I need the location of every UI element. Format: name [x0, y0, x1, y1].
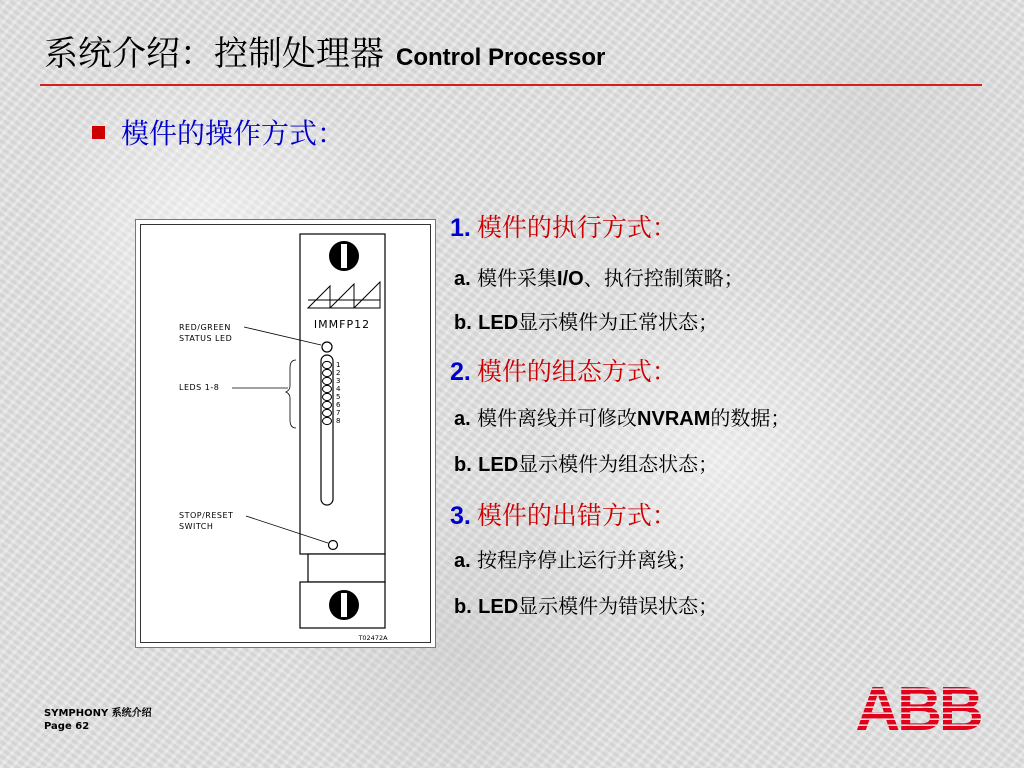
module-name-label: IMMFP12 — [313, 318, 371, 331]
led-number: 3 — [336, 377, 341, 385]
status-led-label-1: RED/GREEN — [179, 323, 231, 332]
led-number: 4 — [336, 385, 341, 393]
step-item — [454, 262, 744, 291]
led-7-icon — [323, 409, 332, 416]
item-letter: a. — [454, 408, 471, 430]
led-1-icon — [323, 361, 332, 368]
step-heading — [450, 496, 677, 532]
item-text-strong: I/O — [557, 268, 584, 290]
led-number: 7 — [336, 409, 341, 417]
step-item — [454, 448, 718, 477]
page-title — [44, 26, 605, 75]
step-item — [454, 402, 790, 431]
item-letter: b. — [454, 454, 472, 476]
item-letter: a. — [454, 268, 471, 290]
step-title: 模件的出错方式： — [476, 501, 677, 530]
section-heading — [92, 112, 345, 152]
item-text-pre: 按程序停止运行并离线； — [477, 548, 698, 572]
item-text-post: 显示模件为正常状态； — [518, 310, 719, 334]
section-heading-text: 模件的操作方式： — [121, 117, 346, 150]
step-title: 模件的执行方式： — [476, 213, 677, 242]
faceplate-upper — [300, 234, 385, 554]
item-text-strong: LED — [478, 312, 519, 334]
led-number: 5 — [336, 393, 341, 401]
item-letter: b. — [454, 596, 472, 618]
led-3-icon — [323, 377, 332, 384]
led-6-icon — [323, 401, 332, 408]
abb-logo-icon — [852, 678, 984, 736]
title-divider — [40, 84, 982, 86]
faceplate-neck — [308, 554, 385, 582]
led-number: 2 — [336, 369, 341, 377]
step-heading — [450, 208, 677, 244]
step-number: 3. — [450, 502, 471, 530]
step-heading — [450, 352, 677, 388]
item-letter: b. — [454, 312, 472, 334]
footer — [44, 707, 152, 733]
item-text-strong: NVRAM — [637, 408, 711, 430]
page-title-en: Control Processor — [396, 44, 606, 71]
led-numbers — [336, 361, 341, 425]
led-number: 6 — [336, 401, 341, 409]
step-title: 模件的组态方式： — [476, 357, 677, 386]
leds-label: LEDS 1-8 — [179, 383, 220, 392]
led-number: 8 — [336, 417, 341, 425]
step-item — [454, 306, 718, 335]
module-diagram-svg — [136, 220, 437, 649]
item-text-pre: 模件采集 — [477, 266, 558, 290]
item-text-pre: 模件离线并可修改 — [477, 406, 638, 430]
item-text-post: 显示模件为组态状态； — [518, 452, 719, 476]
item-text-post: 的数据； — [710, 406, 791, 430]
status-led-label-2: STATUS LED — [179, 334, 233, 343]
step-item — [454, 544, 697, 573]
led-8-icon — [323, 417, 332, 424]
led-number: 1 — [336, 361, 341, 369]
figure-code: T02472A — [358, 634, 388, 642]
top-latch-screw-icon — [329, 241, 359, 271]
bottom-latch-screw-icon — [329, 590, 359, 620]
led-2-icon — [323, 369, 332, 376]
stop-reset-label-1: STOP/RESET — [179, 511, 234, 520]
stop-reset-switch-icon — [329, 541, 338, 550]
square-bullet-icon — [92, 126, 105, 139]
step-number: 1. — [450, 214, 471, 242]
led-4-icon — [323, 385, 332, 392]
item-text-strong: LED — [478, 454, 519, 476]
page-title-cn: 系统介绍：控制处理器 — [44, 34, 384, 74]
status-led-icon — [322, 342, 332, 352]
item-text-post: 显示模件为错误状态； — [518, 594, 719, 618]
led-5-icon — [323, 393, 332, 400]
item-letter: a. — [454, 550, 471, 572]
page-number: Page 62 — [44, 721, 90, 732]
step-item — [454, 590, 718, 619]
stop-reset-label-2: SWITCH — [179, 522, 214, 531]
item-text-post: 、执行控制策略； — [583, 266, 744, 290]
module-diagram — [135, 219, 436, 648]
footer-title: SYMPHONY 系统介绍 — [44, 708, 152, 719]
step-number: 2. — [450, 358, 471, 386]
item-text-strong: LED — [478, 596, 519, 618]
logo-text: ABB — [855, 678, 981, 736]
